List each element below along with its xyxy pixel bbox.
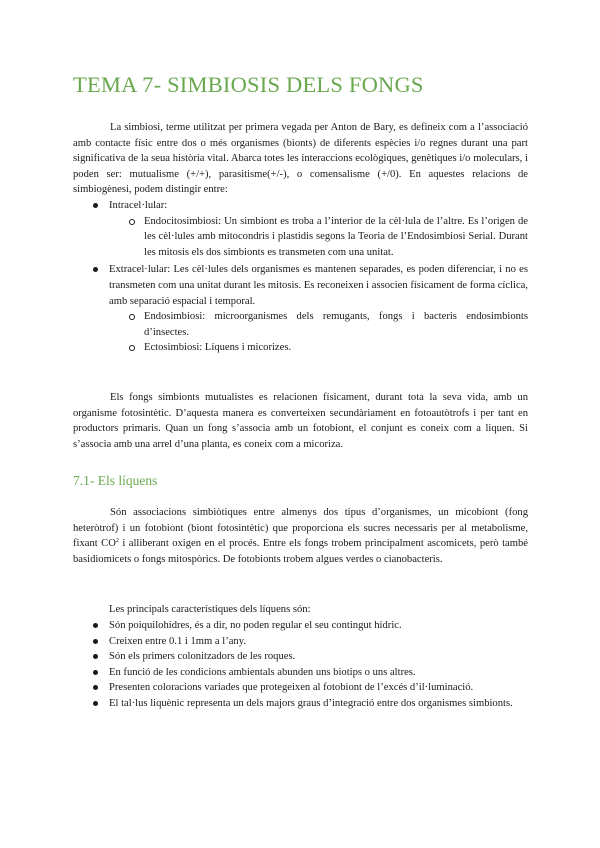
list-item: Són els primers colonitzadors de les roques. — [109, 649, 528, 665]
list-item: Són poiquilohidres, és a dir, no poden regular el seu contingut hídric. — [109, 618, 528, 634]
sublist — [109, 214, 528, 261]
mutualist-paragraph: Els fongs simbionts mutualistes es relacionen físicament, durant tota la seva vida, amb un organisme fotosintètic. D’aquesta manera es converteixen secundàriament en fotoautòtrofs i per tant en productors primaris. Quan un fong s’associa amb un fotobiont, el conjunt es coneix com a liquen. Si s’associa amb una arrel d’una planta, es coneix com a micoriza. — [73, 392, 528, 450]
sublist — [109, 309, 528, 356]
list-item-label: Extracel·lular: Les cèl·lules dels organismes es mantenen separades, es poden diferenciar, i no es transmeten com una unitat durant les mitosis. Es reconeixen i associen físicament de forma cíclica, amb separació espacial i temporal. — [109, 264, 528, 307]
lichen-paragraph — [73, 505, 528, 567]
list-item: Presenten coloracions variades que protegeixen al fotobiont de l’excés d’il·luminació. — [109, 680, 528, 696]
list-item: En funció de les condicions ambientals abunden uns biotips o uns altres. — [109, 665, 528, 681]
page-title: TEMA 7- SIMBIOSIS DELS FONGS — [73, 72, 424, 97]
list-item — [144, 340, 528, 356]
lichen-paragraph-text: Són associacions simbiòtiques entre almenys dos tipus d’organismes, un micobiont (fong heteròtrof) i un fotobiont (biont fotosintètic) que proporciona els sucres necessaris per al metabolisme, fixant CO — [73, 507, 528, 550]
list-item — [144, 309, 528, 340]
list-item-extracellular — [109, 262, 528, 356]
list-item-text: Endocitosimbiosi: Un simbiont es troba a l’interior de la cèl·lula de l’altre. Es l’origen de les cèl·lules amb mitocondris i plastidis segons la Teoria de l’Endosimbiosi Serial. Durant les mitosis els dos simbionts es transmeten com una unitat. — [144, 215, 528, 258]
list-item-intracellular — [109, 198, 528, 260]
features-intro: Les principals característiques dels líquens són: — [109, 604, 311, 615]
list-item-text: Ectosimbiosi: Líquens i micorizes. — [144, 342, 292, 354]
list-item: Creixen entre 0.1 i 1mm a l’any. — [109, 634, 528, 650]
list-item-text: Endosimbiosi: microorganismes dels remugants, fongs i bacteris endosimbionts d’insectes. — [144, 311, 528, 338]
features-list — [109, 618, 528, 712]
lichen-paragraph-text-continued: i alliberant oxigen en el procés. Entre els fongs trobem principalment ascomicets, però també basidiomicets o fongs mitospòrics. De fotobionts trobem algues verdes o cianobacteris. — [73, 538, 528, 565]
list-item — [144, 214, 528, 261]
symbiosis-types-list — [109, 198, 528, 356]
list-item: El tal·lus liquènic representa un dels majors graus d’integració entre dos organismes simbionts. — [109, 696, 528, 712]
intro-paragraph: La simbiosi, terme utilitzat per primera vegada per Anton de Bary, es defineix com a l’associació amb contacte físic entre dos o més organismes (bionts) de diferents espècies i/o regnes durant una part significativa de la seua història vital. Abarca totes les interaccions ecològiques, genètiques i/o moleculars, i poden ser: mutualisme (+/+), parasitisme(+/-), o comensalisme (+/0). En aquestes relacions de simbiogènesi, podem distingir entre: — [73, 122, 528, 196]
subscript-two: 2 — [115, 538, 119, 545]
section-heading: 7.1- Els líquens — [73, 473, 158, 488]
list-item-label: Intracel·lular: — [109, 200, 168, 211]
